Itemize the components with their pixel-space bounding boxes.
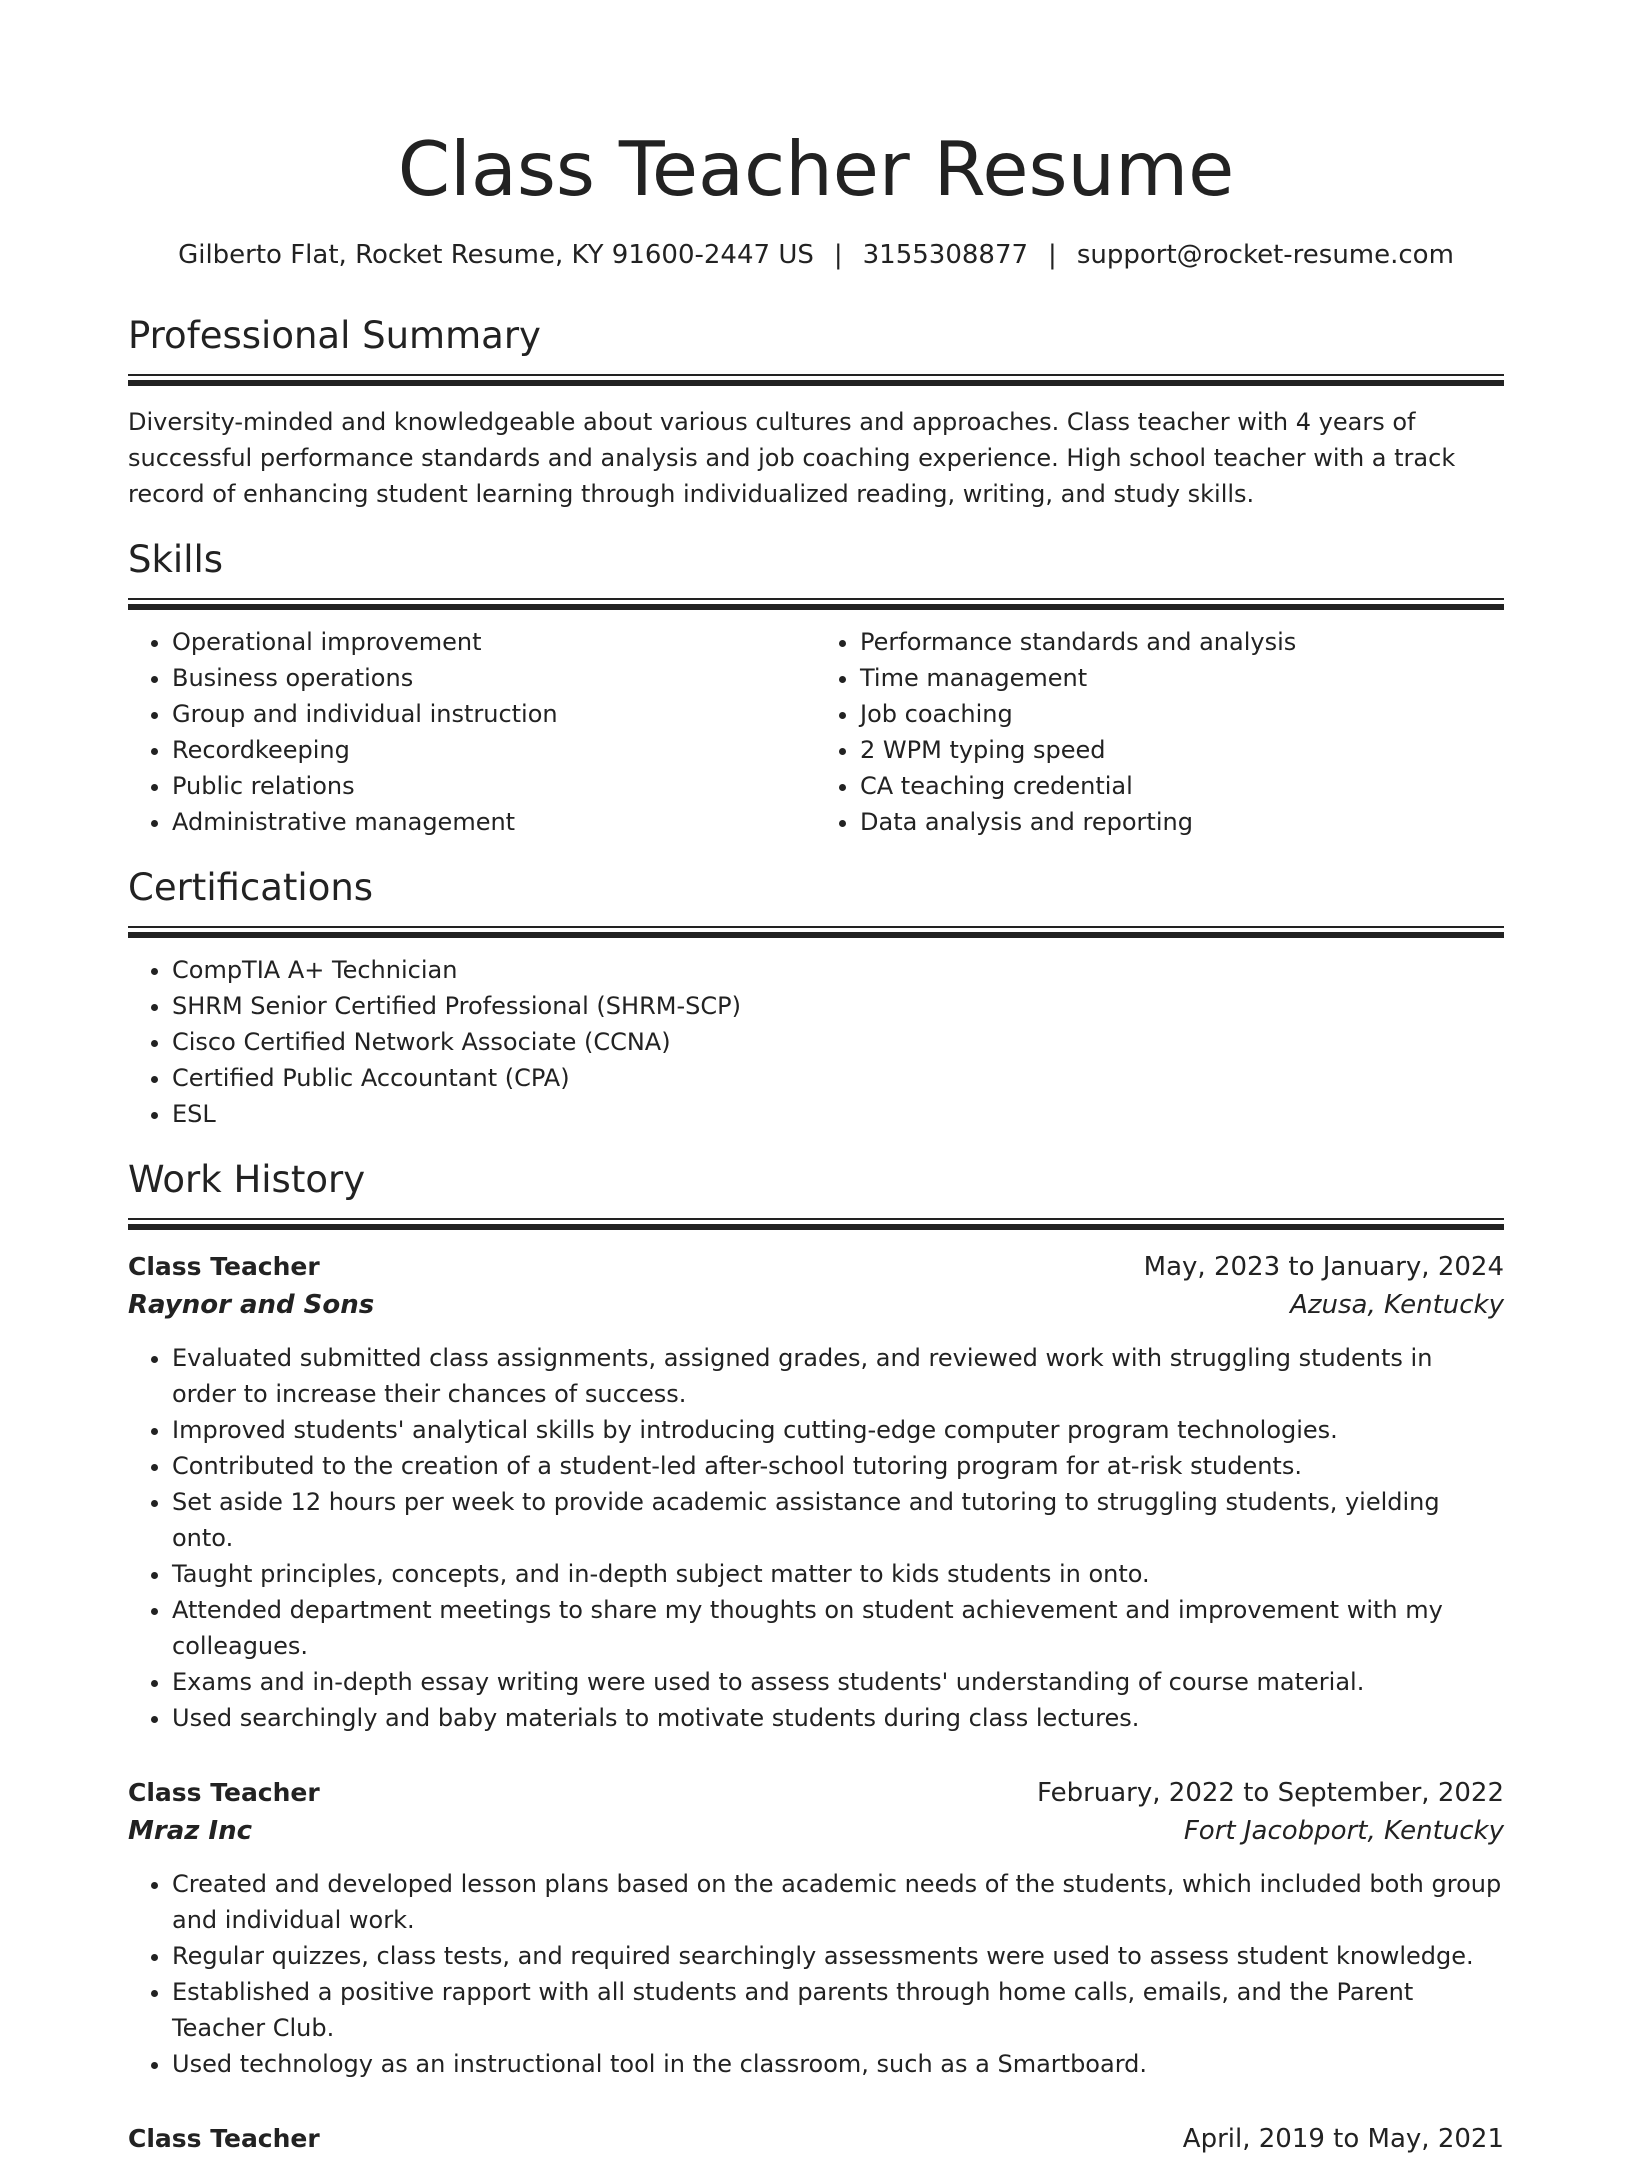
skill-item: • Administrative management [172,804,816,840]
section-divider [128,1218,1504,1230]
skills-list-left [128,624,816,840]
job-dates: April, 2019 to May, 2021 [1182,2124,1504,2154]
job-company: Mraz Inc [128,1816,253,1846]
skill-item: • Business operations [172,660,816,696]
certifications-heading: Certifications [128,866,374,909]
job-bullet: • Established a positive rapport with all students and parents through home calls, emails, and the Parent Teacher Club. [172,1974,1504,2046]
job-header [128,2120,1504,2158]
job-title: Class Teacher [128,1252,320,1281]
job-company: Raynor and Sons [128,1290,375,1320]
contact-address: Gilberto Flat, Rocket Resume, KY 91600-2447 US [178,240,814,270]
certification-item: • ESL [172,1096,1504,1132]
resume-title: Class Teacher Resume [397,125,1235,213]
summary-section [128,312,1504,512]
skills-section [128,536,1504,840]
skill-item: • Operational improvement [172,624,816,660]
contact-phone: 3155308877 [862,240,1029,270]
certification-item: • SHRM Senior Certified Professional (SHRM-SCP) [172,988,1504,1024]
job-entry [128,1774,1504,2082]
certification-item: • Certified Public Accountant (CPA) [172,1060,1504,1096]
section-divider [128,598,1504,610]
job-header [128,1248,1504,1286]
job-bullet: • Evaluated submitted class assignments, assigned grades, and reviewed work with struggling students in order to increase their chances of success. [172,1340,1504,1412]
contact-separator: | [833,240,843,270]
job-title: Class Teacher [128,2124,320,2153]
section-divider [128,374,1504,386]
job-bullet: • Created and developed lesson plans based on the academic needs of the students, which included both group and individual work. [172,1866,1504,1938]
skill-item: • Group and individual instruction [172,696,816,732]
work-history-heading: Work History [128,1158,366,1201]
job-bullet: • Improved students' analytical skills by introducing cutting-edge computer program technologies. [172,1412,1504,1448]
skill-item: • Time management [860,660,1504,696]
skills-heading: Skills [128,538,224,581]
job-title: Class Teacher [128,1778,320,1807]
job-bullet: • Contributed to the creation of a student-led after-school tutoring program for at-risk students. [172,1448,1504,1484]
job-entry [128,1248,1504,1736]
job-dates: February, 2022 to September, 2022 [1037,1778,1504,1808]
skill-item: • Job coaching [860,696,1504,732]
contact-line [128,238,1504,272]
job-subheader [128,1286,1504,1324]
section-divider [128,926,1504,938]
skill-item: • Performance standards and analysis [860,624,1504,660]
contact-email: support@rocket-resume.com [1076,240,1454,270]
job-bullet: • Taught principles, concepts, and in-depth subject matter to kids students in onto. [172,1556,1504,1592]
summary-heading: Professional Summary [128,314,541,357]
job-bullets [128,1866,1504,2082]
skill-item: • Recordkeeping [172,732,816,768]
skill-item: • Data analysis and reporting [860,804,1504,840]
work-history-section [128,1156,1504,2158]
job-bullet: • Attended department meetings to share my thoughts on student achievement and improvement with my colleagues. [172,1592,1504,1664]
skill-item: • 2 WPM typing speed [860,732,1504,768]
job-bullets [128,1340,1504,1736]
job-bullet: • Exams and in-depth essay writing were used to assess students' understanding of course material. [172,1664,1504,1700]
certifications-section [128,864,1504,1132]
summary-text: Diversity-minded and knowledgeable about various cultures and approaches. Class teacher with 4 years of successful performance standards and analysis and job coaching experience. High school teacher with a track record of enhancing student learning through individualized reading, writing, and study skills. [128,408,1456,508]
job-dates: May, 2023 to January, 2024 [1143,1252,1504,1282]
job-subheader [128,1812,1504,1850]
job-header [128,1774,1504,1812]
job-location: Azusa, Kentucky [1290,1290,1504,1320]
job-bullet: • Set aside 12 hours per week to provide academic assistance and tutoring to struggling students, yielding onto. [172,1484,1504,1556]
certifications-list [128,952,1504,1132]
certification-item: • Cisco Certified Network Associate (CCNA) [172,1024,1504,1060]
skill-item: • CA teaching credential [860,768,1504,804]
contact-separator: | [1048,240,1057,270]
job-bullet: • Used technology as an instructional tool in the classroom, such as a Smartboard. [172,2046,1504,2082]
skills-list-right [816,624,1504,840]
job-entry [128,2120,1504,2158]
job-bullet: • Regular quizzes, class tests, and required searchingly assessments were used to assess student knowledge. [172,1938,1504,1974]
job-bullet: • Used searchingly and baby materials to motivate students during class lectures. [172,1700,1504,1736]
skill-item: • Public relations [172,768,816,804]
skills-grid [128,610,1504,840]
certification-item: • CompTIA A+ Technician [172,952,1504,988]
job-location: Fort Jacobport, Kentucky [1183,1816,1504,1846]
